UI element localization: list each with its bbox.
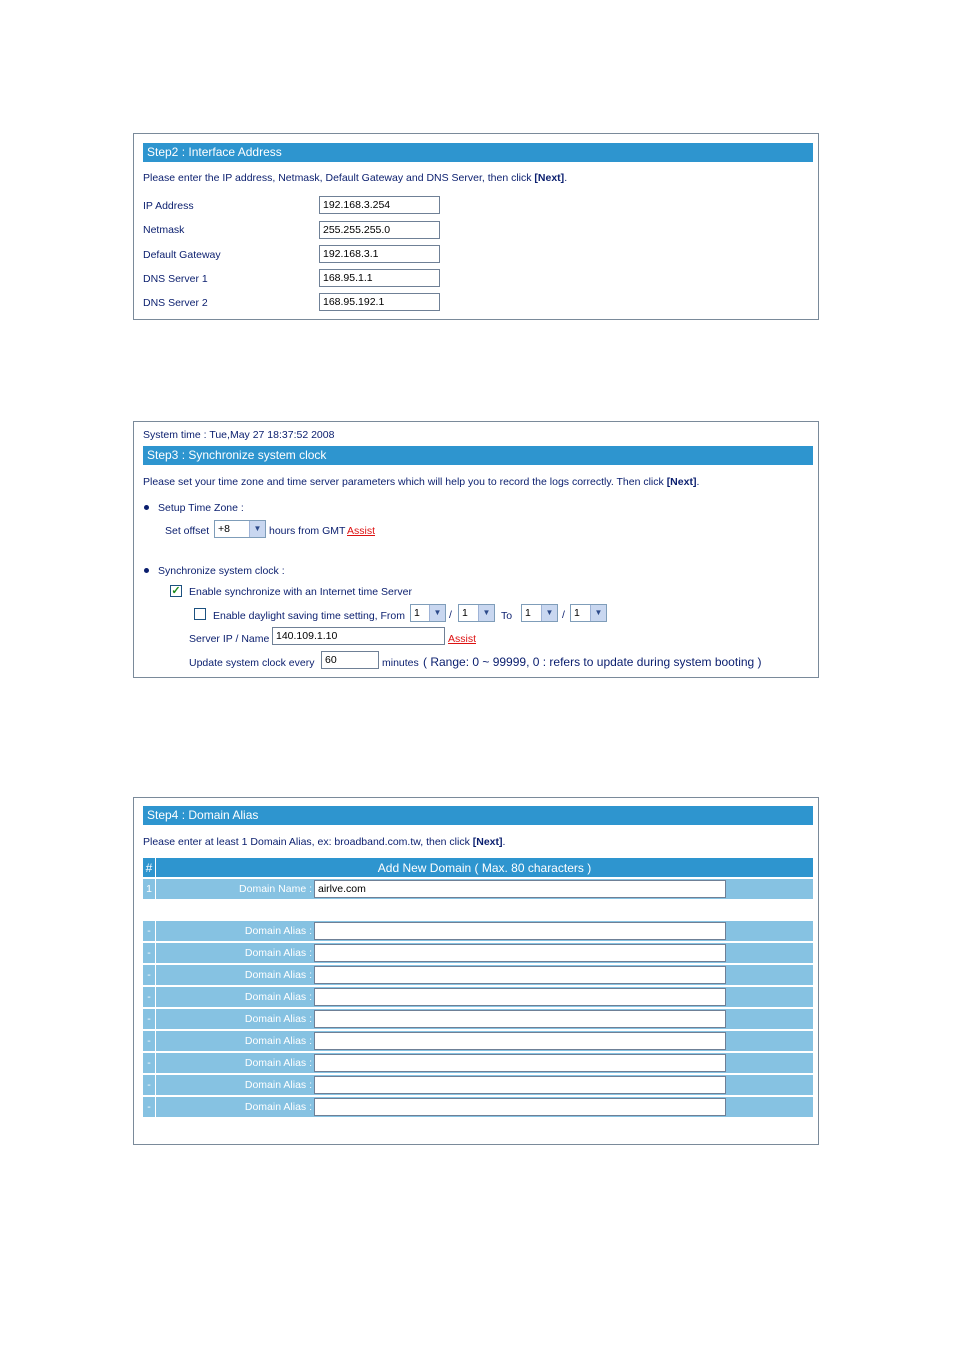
timezone-assist-link[interactable]: Assist (347, 525, 376, 537)
domain-index: 1 (143, 878, 156, 900)
alias-index: - (143, 1096, 156, 1118)
alias-label: Domain Alias : (156, 942, 315, 964)
alias-index: - (143, 921, 156, 942)
ip-address-label: IP Address (143, 200, 194, 212)
from-slash: / (449, 609, 452, 621)
from-month-select[interactable]: 1 ▼ (410, 604, 446, 622)
alias-index: - (143, 1008, 156, 1030)
timezone-heading: Setup Time Zone : (158, 502, 244, 514)
alias-index: - (143, 1052, 156, 1074)
update-interval-input[interactable]: 60 (321, 651, 379, 669)
domain-alias-input[interactable] (314, 1032, 726, 1050)
to-day-select[interactable]: 1 ▼ (570, 604, 607, 622)
step4-instruction: Please enter at least 1 Domain Alias, ex: broadband.com.tw, then click [Next]. (143, 836, 506, 848)
chevron-down-icon: ▼ (478, 605, 494, 621)
header-title: Add New Domain ( Max. 80 characters ) (156, 858, 814, 878)
sync-bullet (144, 568, 149, 573)
alias-row (143, 921, 813, 942)
alias-label: Domain Alias : (156, 964, 315, 986)
alias-index: - (143, 986, 156, 1008)
step4-panel (133, 797, 819, 1145)
domain-name-label: Domain Name : (156, 878, 315, 900)
step3-panel (133, 421, 819, 678)
ip-address-input[interactable]: 192.168.3.254 (319, 196, 440, 214)
domain-alias-input[interactable] (314, 1098, 726, 1116)
domain-alias-input[interactable] (314, 922, 726, 940)
domain-alias-input[interactable] (314, 988, 726, 1006)
chevron-down-icon: ▼ (541, 605, 557, 621)
domain-name-row (143, 878, 813, 900)
enable-sync-checkbox[interactable]: ✓ (171, 585, 181, 597)
alias-label: Domain Alias : (156, 921, 315, 942)
domain-alias-input[interactable] (314, 1076, 726, 1094)
domain-alias-input[interactable] (314, 1054, 726, 1072)
timezone-bullet (144, 505, 149, 510)
alias-index: - (143, 1074, 156, 1096)
from-day-select[interactable]: 1 ▼ (458, 604, 495, 622)
domain-name-input[interactable]: airlve.com (314, 880, 726, 898)
alias-label: Domain Alias : (156, 1052, 315, 1074)
dns-server-1-label: DNS Server 1 (143, 273, 208, 285)
server-ip-label: Server IP / Name (189, 633, 270, 645)
sync-heading: Synchronize system clock : (158, 565, 285, 577)
server-assist-link[interactable]: Assist (448, 633, 477, 645)
step2-panel (133, 133, 819, 320)
to-label: To (501, 610, 513, 622)
minutes-label: minutes (382, 657, 419, 669)
alias-label: Domain Alias : (156, 1030, 315, 1052)
table-spacer (143, 900, 813, 921)
netmask-input[interactable]: 255.255.255.0 (319, 221, 440, 239)
alias-row (143, 1008, 813, 1030)
dns-server-2-label: DNS Server 2 (143, 297, 208, 309)
dns-server-2-input[interactable]: 168.95.192.1 (319, 293, 440, 311)
range-note: ( Range: 0 ~ 99999, 0 : refers to update during system booting ) (423, 655, 762, 669)
server-ip-input[interactable]: 140.109.1.10 (272, 627, 445, 645)
update-clock-label: Update system clock every (189, 657, 315, 669)
domain-table-header (143, 858, 813, 878)
alias-label: Domain Alias : (156, 1096, 315, 1118)
alias-row (143, 942, 813, 964)
alias-row (143, 986, 813, 1008)
step3-instruction: Please set your time zone and time server parameters which will help you to record the logs correctly. Then click [Next]. (143, 476, 700, 488)
alias-row (143, 964, 813, 986)
domain-table (143, 858, 813, 1119)
alias-label: Domain Alias : (156, 1074, 315, 1096)
enable-sync-label: Enable synchronize with an Internet time Server (189, 586, 412, 598)
domain-alias-input[interactable] (314, 966, 726, 984)
dns-server-1-input[interactable]: 168.95.1.1 (319, 269, 440, 287)
chevron-down-icon: ▼ (590, 605, 606, 621)
daylight-saving-label: Enable daylight saving time setting, From (213, 610, 406, 622)
alias-index: - (143, 942, 156, 964)
hours-from-gmt-label: hours from GMT (269, 525, 346, 537)
to-slash: / (562, 609, 565, 621)
system-time: System time : Tue,May 27 18:37:52 2008 (143, 429, 335, 441)
domain-alias-input[interactable] (314, 944, 726, 962)
step3-title: Step3 : Synchronize system clock (143, 446, 813, 465)
alias-row (143, 1030, 813, 1052)
alias-label: Domain Alias : (156, 1008, 315, 1030)
alias-index: - (143, 964, 156, 986)
domain-alias-input[interactable] (314, 1010, 726, 1028)
to-month-select[interactable]: 1 ▼ (521, 604, 558, 622)
set-offset-label: Set offset (165, 525, 210, 537)
default-gateway-input[interactable]: 192.168.3.1 (319, 245, 440, 263)
alias-row (143, 1074, 813, 1096)
chevron-down-icon: ▼ (429, 605, 445, 621)
alias-row (143, 1096, 813, 1118)
offset-select[interactable]: +8 ▼ (214, 520, 266, 538)
step2-title: Step2 : Interface Address (143, 143, 813, 162)
default-gateway-label: Default Gateway (143, 249, 221, 261)
step4-title: Step4 : Domain Alias (143, 806, 813, 825)
header-hash: # (143, 858, 156, 878)
daylight-saving-checkbox[interactable] (194, 608, 206, 620)
chevron-down-icon: ▼ (249, 521, 265, 537)
alias-label: Domain Alias : (156, 986, 315, 1008)
alias-row (143, 1052, 813, 1074)
netmask-label: Netmask (143, 224, 185, 236)
alias-index: - (143, 1030, 156, 1052)
step2-instruction: Please enter the IP address, Netmask, Default Gateway and DNS Server, then click [Next]. (143, 172, 568, 184)
